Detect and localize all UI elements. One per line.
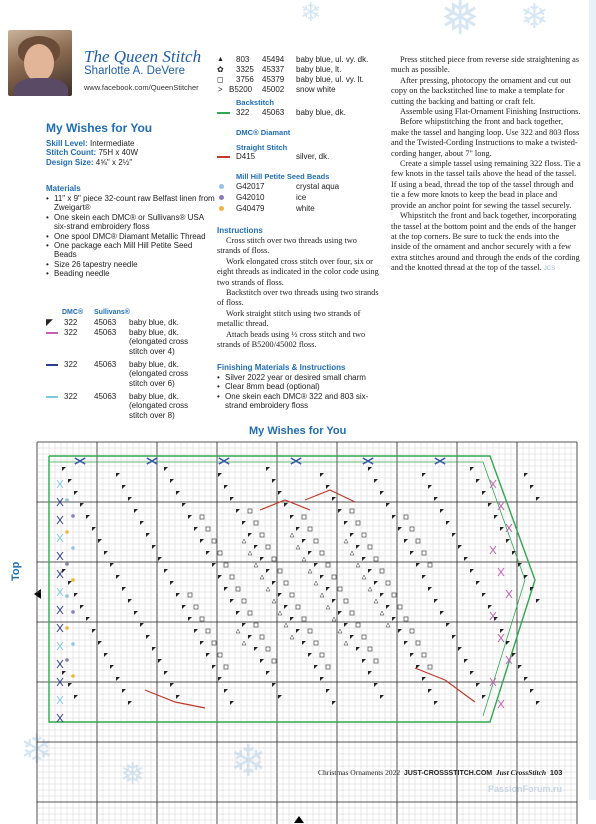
arrow-symbol-icon: > <box>218 85 223 94</box>
chart-title: My Wishes for You <box>249 425 347 437</box>
page-number: 103 <box>549 768 563 777</box>
designer-name: Sharlotte A. DeVere <box>84 65 186 77</box>
footer-site[interactable]: JUST-CROSSSTITCH.COM <box>403 770 493 777</box>
beads-heading: Mill Hill Petite Seed Beads <box>236 172 330 181</box>
snowflake-icon: ❄ <box>300 0 322 28</box>
watermark: PassionForum.ru <box>488 784 563 794</box>
square-symbol-icon: ◻ <box>217 75 224 84</box>
snowflake-icon: ❄ <box>230 736 267 787</box>
footer-issue: Christmas Ornaments 2022 <box>318 768 401 777</box>
elongated-stitch-swatch <box>46 396 58 398</box>
straight-stitch-heading: Straight Stitch <box>236 143 288 152</box>
finishing-list <box>217 373 382 411</box>
footer <box>318 768 562 777</box>
center-arrow-icon <box>294 816 304 823</box>
symbol-icon: ◤ <box>46 317 53 327</box>
footer-brand: Just CrossStitch <box>495 768 547 777</box>
triangle-symbol-icon: ▲ <box>217 56 224 63</box>
key-header-dmc: DMC® <box>62 309 84 316</box>
materials-heading: Materials <box>46 184 81 193</box>
end-mark: JCS <box>543 266 556 273</box>
elongated-stitch-swatch <box>46 332 58 334</box>
project-title: My Wishes for You <box>46 121 153 135</box>
page-edge-strip <box>589 0 596 800</box>
materials-list <box>46 194 216 279</box>
snowflake-icon: ❅ <box>120 757 146 792</box>
bead-dot-icon <box>219 206 224 211</box>
snowflake-icon: ❅ <box>440 0 481 46</box>
designer-photo <box>8 30 72 96</box>
list-item: • 11" x 9" piece 32-count raw Belfast linen from Zweigart® <box>46 194 216 213</box>
list-item: • Beading needle <box>46 269 216 278</box>
snowflake-icon: ❄ <box>20 727 54 773</box>
bead-dot-icon <box>219 184 224 189</box>
cross-stitch-chart <box>35 440 585 824</box>
project-specs: Skill Level: Intermediate Stitch Count: 75H x 40W Design Size: 4⅝" x 2½" <box>46 139 139 167</box>
straight-stitch-swatch <box>217 156 230 158</box>
list-item: • One package each Mill Hill Petite Seed Beads <box>46 241 216 260</box>
instructions-body: Cross stitch over two threads using two strands of floss. Work elongated cross stitch over four, six or eight threads as indicated in the color code using two strands of floss. Backstitch over two threads using two strands of floss. Work straight stitch using two strands of metallic thread. Attach beads using ½ cross stitch and two strands of B5200/45002 floss. <box>217 236 379 350</box>
diamant-heading: DMC® Diamant <box>236 128 291 137</box>
elongated-stitch-swatch <box>46 364 58 366</box>
designer-brand: The Queen Stitch <box>84 47 202 66</box>
backstitch-swatch <box>217 112 230 114</box>
flower-symbol-icon: ✿ <box>217 65 224 74</box>
list-item: • One skein each DMC® or Sullivans® USA six-strand embroidery floss <box>46 213 216 232</box>
facebook-link[interactable]: www.facebook.com/QueenStitcher <box>84 83 199 92</box>
snowflake-icon: ❄ <box>520 0 549 37</box>
backstitch-heading: Backstitch <box>236 98 274 107</box>
list-item: • Silver 2022 year or desired small charm <box>217 373 382 382</box>
finishing-heading: Finishing Materials & Instructions <box>217 363 346 372</box>
list-item: • Clear 8mm bead (optional) <box>217 382 382 391</box>
list-item: • One skein each DMC® 322 and 803 six-strand embroidery floss <box>217 392 382 411</box>
finishing-instructions-body: Press stitched piece from reverse side straightening as much as possible. After pressing, photocopy the ornament and cut out copy on the backstitched line to make a template for cutting the backing and batting or craft felt. Assemble using Flat-Ornament Finishing Instructions. Before whipstitching the front and back together, make the tassel and hanging loop. Use 322 and 803 floss and the Twisted-Cording Instructions to make a twisted-cording hanger, about 7" long. Create a simple tassel using remaining 322 floss. Tie a few knots in the tassel tails above the head of the tassel. If using a bead, thread the top of the tassel through and tie a few more knots to keep the bead in place and provide an anchor point for sewing the tassel securely. Whipstitch the front and back together, incorporating the tassel at the bottom point and the ends of the hanger at the top corners. Be sure to tuck the ends into the inside of the ornament and anchor securely with a few extra stitches around and through the ends of the cording and the knotted thread at the top of the tassel. JCS <box>391 55 581 273</box>
key-header-sullivans: Sullivans® <box>94 309 130 316</box>
instructions-heading: Instructions <box>217 226 263 235</box>
bead-dot-icon <box>219 195 224 200</box>
list-item: • Size 26 tapestry needle <box>46 260 216 269</box>
chart-top-label: Top <box>10 561 22 581</box>
list-item: • One spool DMC® Diamant Metallic Thread <box>46 232 216 241</box>
